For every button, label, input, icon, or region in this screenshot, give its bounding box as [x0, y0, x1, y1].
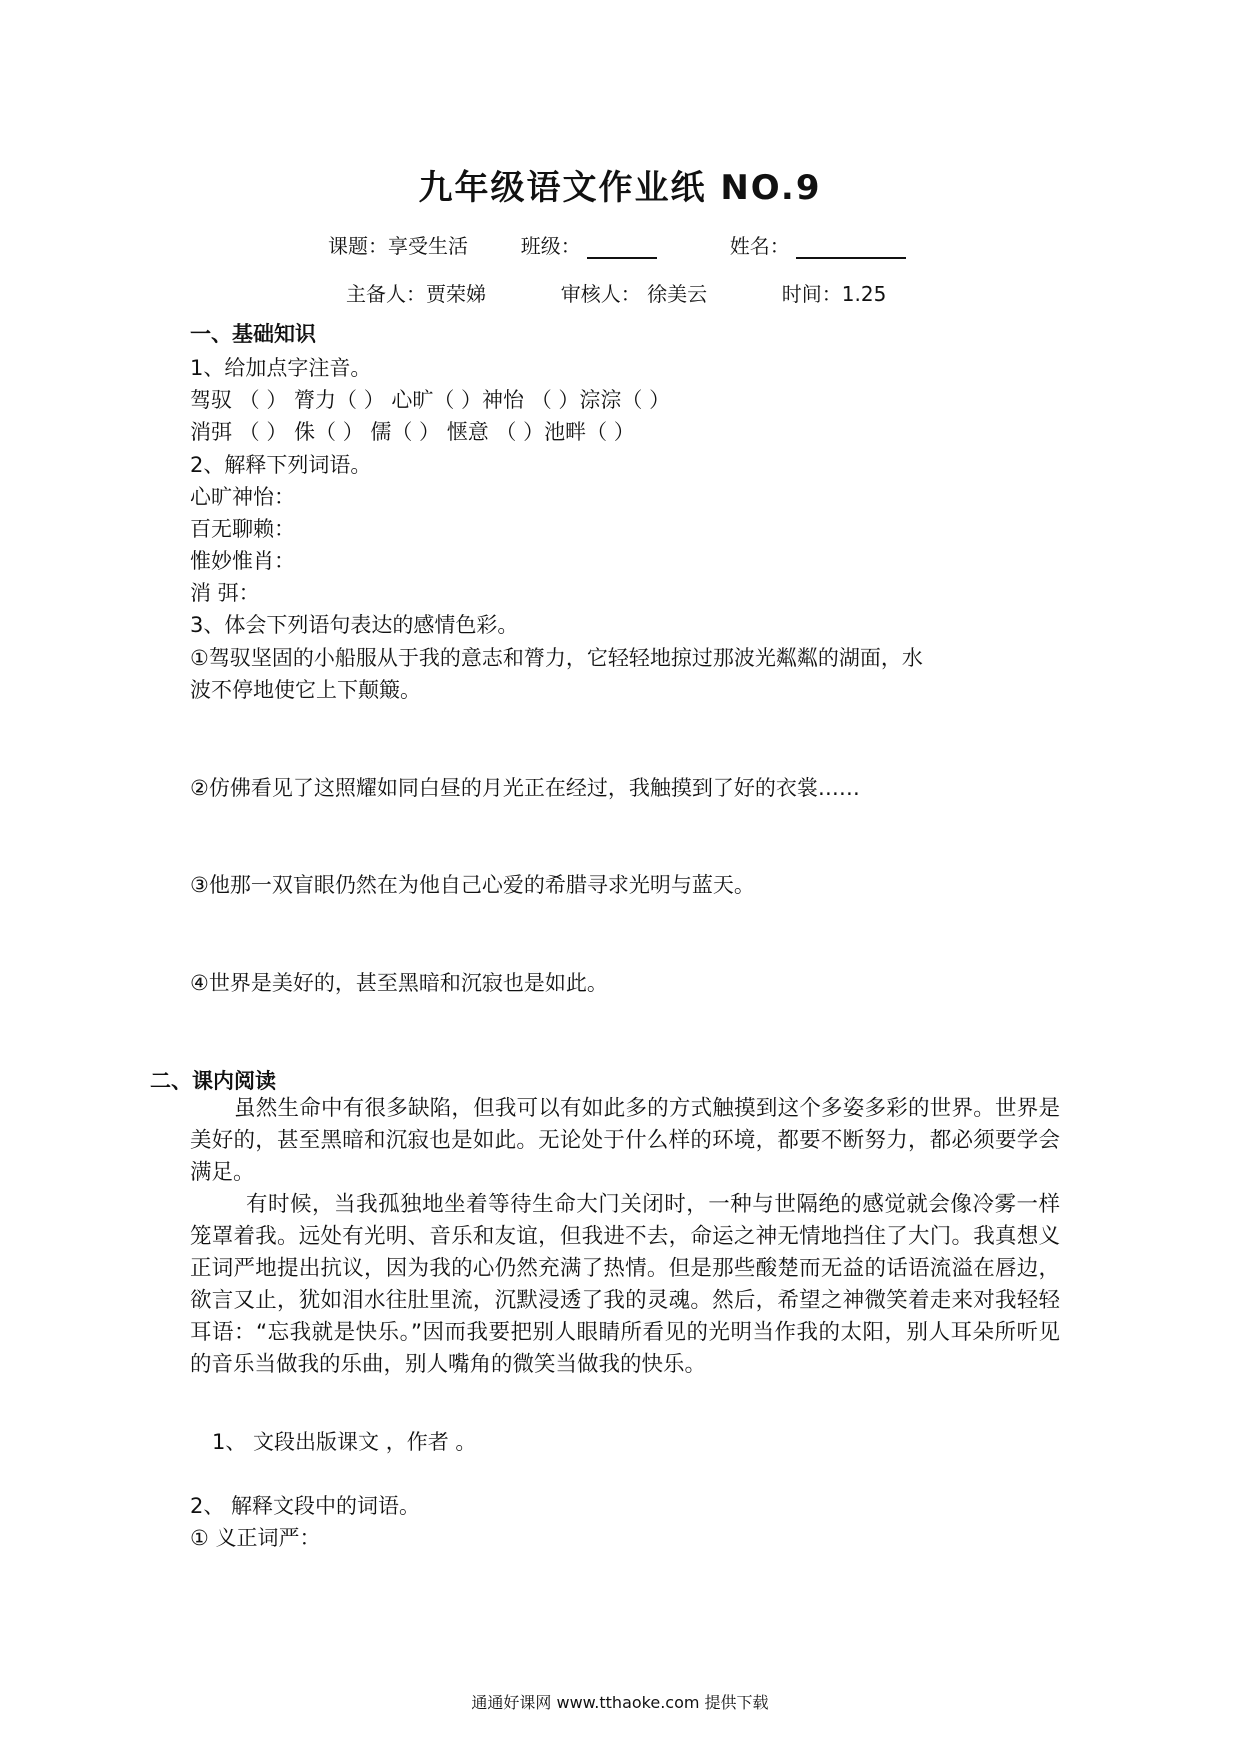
preparer-label: 主备人：贾荣娣 [346, 282, 486, 306]
topic-label: 课题：享受生活 [328, 234, 468, 258]
q1-row1: 驾驭 （ ） 膂力（ ） 心旷（ ）神怡 （ ）淙淙（ ） [190, 388, 671, 412]
section2-heading: 二、课内阅读 [150, 1069, 276, 1093]
q3-prompt: 3、体会下列语句表达的感情色彩。 [190, 613, 519, 637]
reviewer-label: 审核人： 徐美云 [560, 282, 708, 306]
q3-sentence-1a: ①驾驭坚固的小船服从于我的意志和膂力，它轻轻地掠过那波光粼粼的湖面，水 [190, 646, 923, 670]
footer-credit: 通通好课网 www.tthaoke.com 提供下载 [471, 1693, 769, 1712]
s2-q1: 1、 文段出版课文 ，作者 。 [212, 1430, 477, 1454]
name-blank[interactable] [796, 235, 906, 259]
class-label: 班级： [520, 234, 581, 258]
s2-q2-item-1: ① 义正词严： [190, 1526, 321, 1550]
q3-sentence-4: ④世界是美好的，甚至黑暗和沉寂也是如此。 [190, 971, 608, 995]
class-blank[interactable] [587, 235, 657, 259]
q3-sentence-2: ②仿佛看见了这照耀如同白昼的月光正在经过，我触摸到了好的衣裳…… [190, 776, 860, 800]
q2-item-4: 消 弭： [190, 581, 260, 605]
meta-row-2 [346, 278, 886, 307]
s2-q2: 2、 解释文段中的词语。 [190, 1494, 421, 1518]
q2-prompt: 2、解释下列词语。 [190, 453, 372, 477]
q1-prompt: 1、给加点字注音。 [190, 356, 372, 380]
q1-row2: 消弭 （ ） 侏（ ） 儒（ ） 惬意 （ ）池畔（ ） [190, 420, 635, 444]
q3-sentence-1b: 波不停地使它上下颠簸。 [190, 678, 421, 702]
q2-item-3: 惟妙惟肖： [190, 549, 295, 573]
time-label: 时间：1.25 [781, 282, 887, 306]
q2-item-1: 心旷神怡： [190, 485, 295, 509]
reading-paragraph-1: 虽然生命中有很多缺陷，但我可以有如此多的方式触摸到这个多姿多彩的世界。世界是美好的，甚至黑暗和沉寂也是如此。无论处于什么样的环境，都要不断努力，都必须要学会满足。 [190, 1096, 1060, 1185]
meta-row-1 [328, 230, 906, 259]
page-title: 九年级语文作业纸 NO.9 [418, 168, 822, 208]
name-label: 姓名： [729, 234, 790, 258]
reading-paragraph-2: 有时候，当我孤独地坐着等待生命大门关闭时，一种与世隔绝的感觉就会像冷雾一样笼罩着我。远处有光明、音乐和友谊，但我进不去，命运之神无情地挡住了大门。我真想义正词严地提出抗议，因为我的心仍然充满了热情。但是那些酸楚而无益的话语流溢在唇边，欲言又止，犹如泪水往肚里流，沉默浸透了我的灵魂。然后，希望之神微笑着走来对我轻轻耳语：“忘我就是快乐。”因而我要把别人眼睛所看见的光明当作我的太阳，别人耳朵所听见的音乐当做我的乐曲，别人嘴角的微笑当做我的快乐。 [190, 1192, 1060, 1377]
q2-item-2: 百无聊赖： [190, 517, 295, 541]
q3-sentence-3: ③他那一双盲眼仍然在为他自己心爱的希腊寻求光明与蓝天。 [190, 873, 755, 897]
section1-heading: 一、基础知识 [190, 322, 316, 346]
